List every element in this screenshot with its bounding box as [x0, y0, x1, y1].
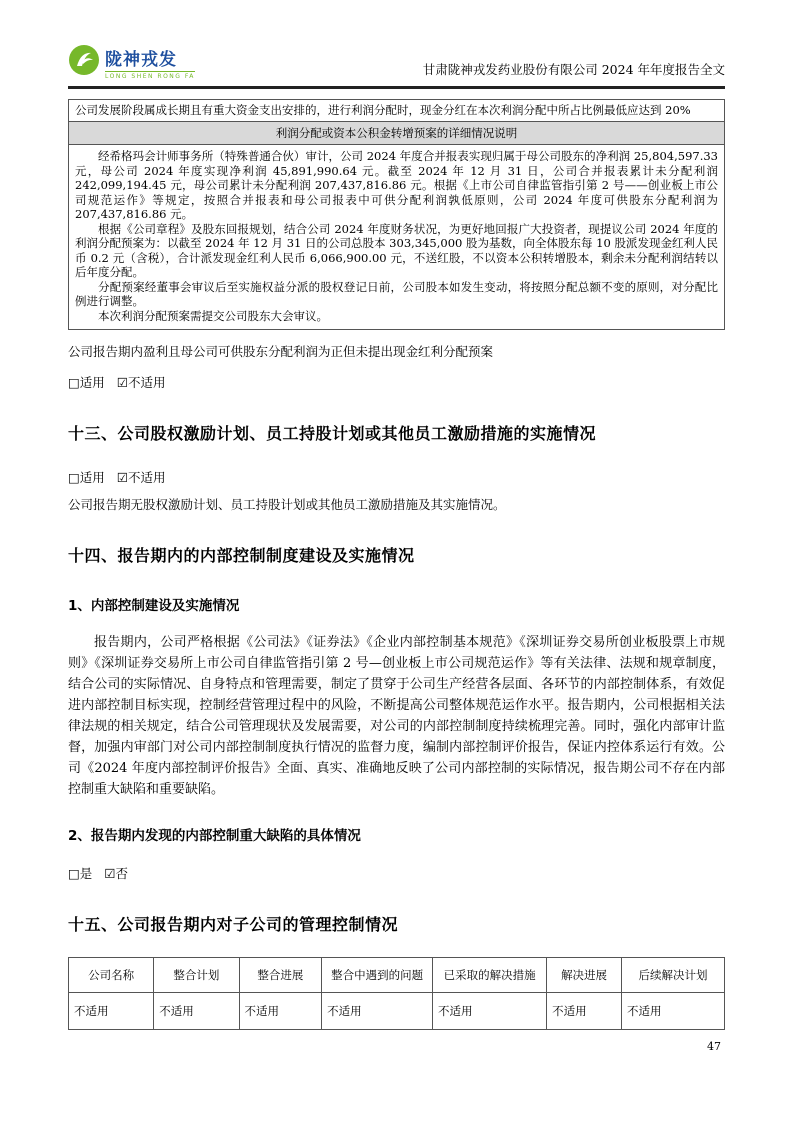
checkbox-no: ☑否 — [104, 866, 129, 881]
distribution-policy-line: 公司发展阶段属成长期且有重大资金支出安排的，进行利润分配时，现金分红在本次利润分配中所占比例最低应达到 20% — [75, 103, 691, 117]
table-cell: 不适用 — [69, 993, 154, 1030]
checkbox-not-applicable: ☑不适用 — [116, 470, 166, 485]
checkbox-applicable: □适用 — [68, 375, 105, 390]
distribution-paragraph: 根据《公司章程》及股东回报规划，结合公司 2024 年度财务状况，为更好地回报广大投资者，现提议公司 2024 年度的利润分配预案为：以截至 2024 年 12 月 31 日的公司总股本 303,345,000 股为基数，向全体股东每 10 股派发现金红利人民币 0.2 元（含税），合计派发现金红利人民币 6,066,900.00 元，不送红股，不以资本公积转增股本，剩余未分配利润结转以后年度分配。 — [75, 221, 718, 279]
section-14-sub1-title: 1、内部控制建设及实施情况 — [68, 598, 240, 614]
section-14-title: 十四、报告期内的内部控制制度建设及实施情况 — [68, 546, 415, 565]
checkbox-not-applicable: ☑不适用 — [116, 375, 166, 390]
logo-chinese-name: 陇神戎发 — [105, 49, 177, 70]
distribution-paragraph: 分配预案经董事会审议后至实施权益分派的股权登记日前，公司股本如发生变动，将按照分配总额不变的原则，对分配比例进行调整。 — [75, 279, 718, 308]
table-header-row — [69, 958, 725, 993]
col-integration-problems: 整合中遇到的问题 — [322, 958, 433, 993]
table-cell: 不适用 — [239, 993, 322, 1030]
page-header — [68, 0, 725, 89]
table-cell: 不适用 — [433, 993, 547, 1030]
dividend-note-options — [68, 373, 725, 391]
section-14-sub2-options — [68, 864, 725, 882]
col-integration-plan: 整合计划 — [154, 958, 239, 993]
checkbox-applicable: □适用 — [68, 470, 105, 485]
profit-distribution-box — [68, 99, 725, 330]
distribution-detail-body — [69, 145, 724, 329]
distribution-paragraph: 经希格玛会计师事务所（特殊普通合伙）审计，公司 2024 年度合并报表实现归属于母公司股东的净利润 25,804,597.33 元，母公司 2024 年度实现净利润 45,891,990.64 元。截至 2024 年 12 月 31 日，公司合并报表累计未分配利润 242,099,194.45 元，母公司累计未分配利润 207,437,816.86 元。根据《上市公司自律监管指引第 2 号——创业板上市公司规范运作》等规定，按照合并报表和母公司报表中可供分配利润孰低原则，公司 2024 年度可供股东分配利润为 207,437,816.86 元。 — [75, 149, 718, 221]
subsidiary-control-table — [68, 957, 725, 1030]
company-logo-icon — [68, 44, 100, 80]
table-cell: 不适用 — [322, 993, 433, 1030]
table-cell: 不适用 — [621, 993, 724, 1030]
table-row — [69, 993, 725, 1030]
col-resolution-progress: 解决进展 — [547, 958, 622, 993]
col-followup-plan: 后续解决计划 — [621, 958, 724, 993]
section-13-body: 公司报告期无股权激励计划、员工持股计划或其他员工激励措施及其实施情况。 — [68, 497, 506, 512]
col-measures-taken: 已采取的解决措施 — [433, 958, 547, 993]
section-13-options — [68, 468, 725, 486]
section-14-sub2-title: 2、报告期内发现的内部控制重大缺陷的具体情况 — [68, 828, 361, 844]
col-integration-progress: 整合进展 — [239, 958, 322, 993]
dividend-note-line: 公司报告期内盈利且母公司可供股东分配利润为正但未提出现金红利分配预案 — [68, 344, 494, 359]
col-company-name: 公司名称 — [69, 958, 154, 993]
section-13-title: 十三、公司股权激励计划、员工持股计划或其他员工激励措施的实施情况 — [68, 424, 597, 443]
distribution-detail-header: 利润分配或资本公积金转增预案的详细情况说明 — [69, 121, 724, 145]
logo-english-name: LONG SHEN RONG FA — [105, 72, 195, 80]
report-header-title: 甘肃陇神戎发药业股份有限公司 2024 年年度报告全文 — [422, 62, 725, 77]
section-14-sub1-body: 报告期内，公司严格根据《公司法》《证券法》《企业内部控制基本规范》《深圳证券交易所创业板股票上市规则》《深圳证券交易所上市公司自律监管指引第 2 号—创业板上市公司规范运作》等有关法律、法规和规章制度，结合公司的实际情况、自身特点和管理需要，制定了贯穿于公司生产经营各层面、各环节的内部控制体系，有效促进内部控制目标实现，控制经营管理过程中的风险，不断提高公司整体规范运作水平。报告期内，公司根据相关法律法规的相关规定，结合公司管理现状及发展需要，对公司的内部控制制度持续梳理完善。同时，强化内部审计监督，加强内审部门对公司内部控制制度执行情况的监督力度，编制内部控制评价报告，保证内控体系运行有效。公司《2024 年度内部控制评价报告》全面、真实、准确地反映了公司内部控制的实际情况，报告期公司不存在内部控制重大缺陷和重要缺陷。 — [68, 635, 725, 797]
page-number: 47 — [707, 1040, 721, 1053]
distribution-paragraph: 本次利润分配预案需提交公司股东大会审议。 — [98, 308, 328, 323]
checkbox-yes: □是 — [68, 866, 93, 881]
table-cell: 不适用 — [154, 993, 239, 1030]
table-cell: 不适用 — [547, 993, 622, 1030]
company-logo — [68, 44, 195, 80]
section-15-title: 十五、公司报告期内对子公司的管理控制情况 — [68, 915, 399, 934]
